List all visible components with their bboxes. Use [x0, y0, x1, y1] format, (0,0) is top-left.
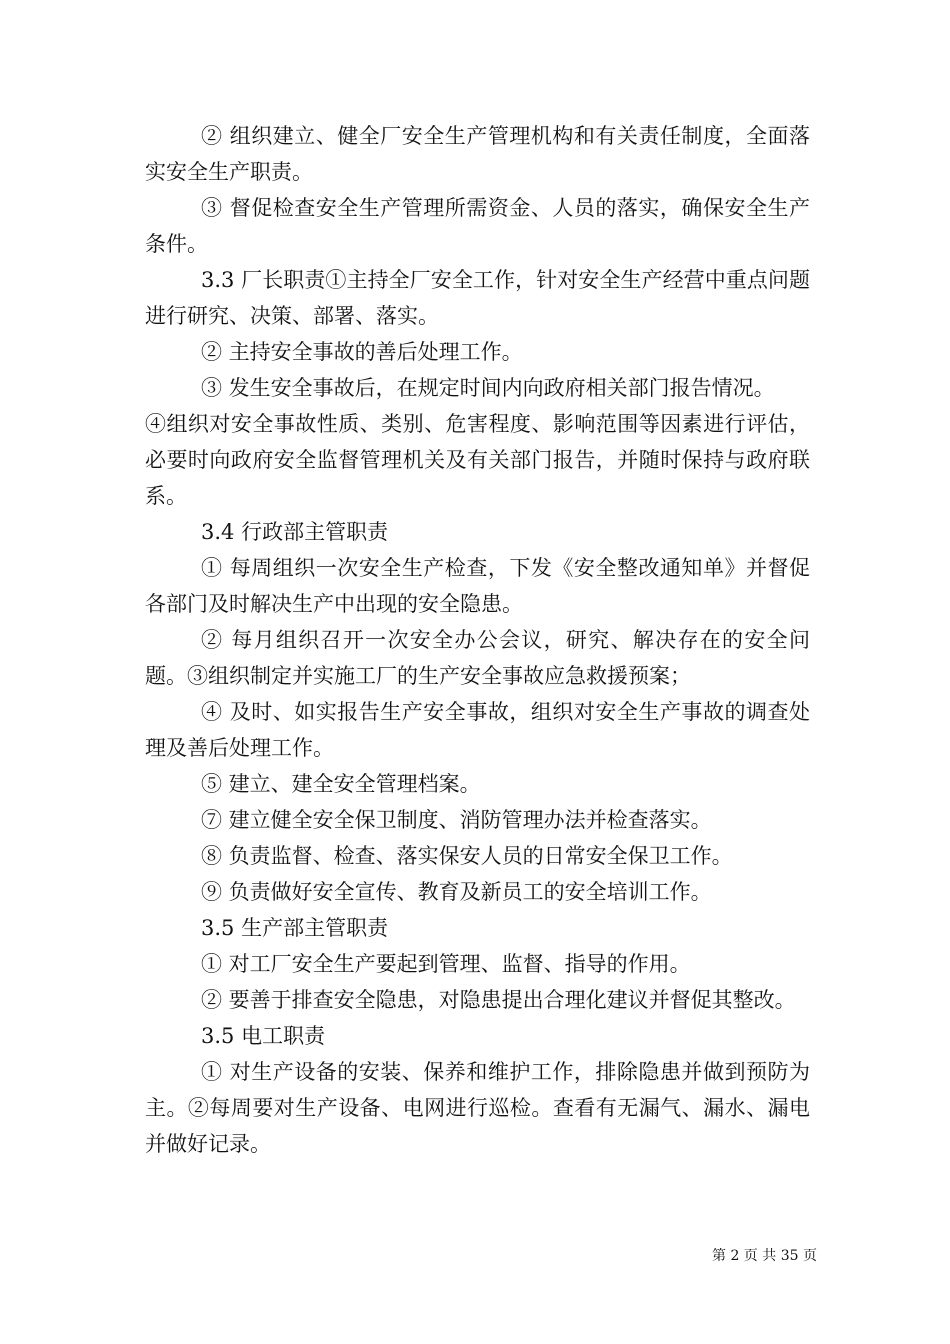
paragraph-5: ③ 发生安全事故后，在规定时间内向政府相关部门报告情况。: [201, 376, 775, 400]
section-heading-3-4: 3.4 行政部主管职责: [201, 520, 389, 544]
paragraph-2: ③ 督促检查安全生产管理所需资金、人员的落实，确保安全生产条件。: [145, 196, 810, 256]
paragraph-11: ⑤ 建立、建全安全管理档案。: [201, 772, 481, 796]
section-heading-3-5-production: 3.5 生产部主管职责: [201, 916, 389, 940]
paragraph-16: ① 对工厂安全生产要起到管理、监督、指导的作用。: [201, 952, 691, 976]
paragraph-13: ⑧ 负责监督、检查、落实保安人员的日常安全保卫工作。: [201, 844, 733, 868]
section-heading-3-5-electrician: 3.5 电工职责: [201, 1024, 326, 1048]
paragraph-9: ② 每月组织召开一次安全办公会议，研究、解决存在的安全问题。③组织制定并实施工厂的生产安全事故应急救援预案；: [145, 628, 810, 688]
document-body: [145, 118, 810, 1162]
paragraph-10: ④ 及时、如实报告生产安全事故，组织对安全生产事故的调查处理及善后处理工作。: [145, 700, 810, 760]
paragraph-8: ① 每周组织一次安全生产检查，下发《安全整改通知单》并督促各部门及时解决生产中出现的安全隐患。: [145, 556, 810, 616]
paragraph-1: ② 组织建立、健全厂安全生产管理机构和有关责任制度，全面落实安全生产职责。: [145, 124, 810, 184]
paragraph-12: ⑦ 建立健全安全保卫制度、消防管理办法并检查落实。: [201, 808, 712, 832]
paragraph-4: ② 主持安全事故的善后处理工作。: [201, 340, 523, 364]
paragraph-3: 3.3 厂长职责①主持全厂安全工作，针对安全生产经营中重点问题进行研究、决策、部署、落实。: [145, 268, 810, 328]
page-number: 第 2 页 共 35 页: [712, 1248, 817, 1264]
paragraph-14: ⑨ 负责做好安全宣传、教育及新员工的安全培训工作。: [201, 880, 712, 904]
paragraph-19: ① 对生产设备的安装、保养和维护工作，排除隐患并做到预防为主。②每周要对生产设备、电网进行巡检。查看有无漏气、漏水、漏电并做好记录。: [145, 1060, 810, 1156]
paragraph-6: ④组织对安全事故性质、类别、危害程度、影响范围等因素进行评估，必要时向政府安全监督管理机关及有关部门报告，并随时保持与政府联系。: [145, 412, 810, 508]
paragraph-17: ② 要善于排查安全隐患，对隐患提出合理化建议并督促其整改。: [201, 988, 796, 1012]
